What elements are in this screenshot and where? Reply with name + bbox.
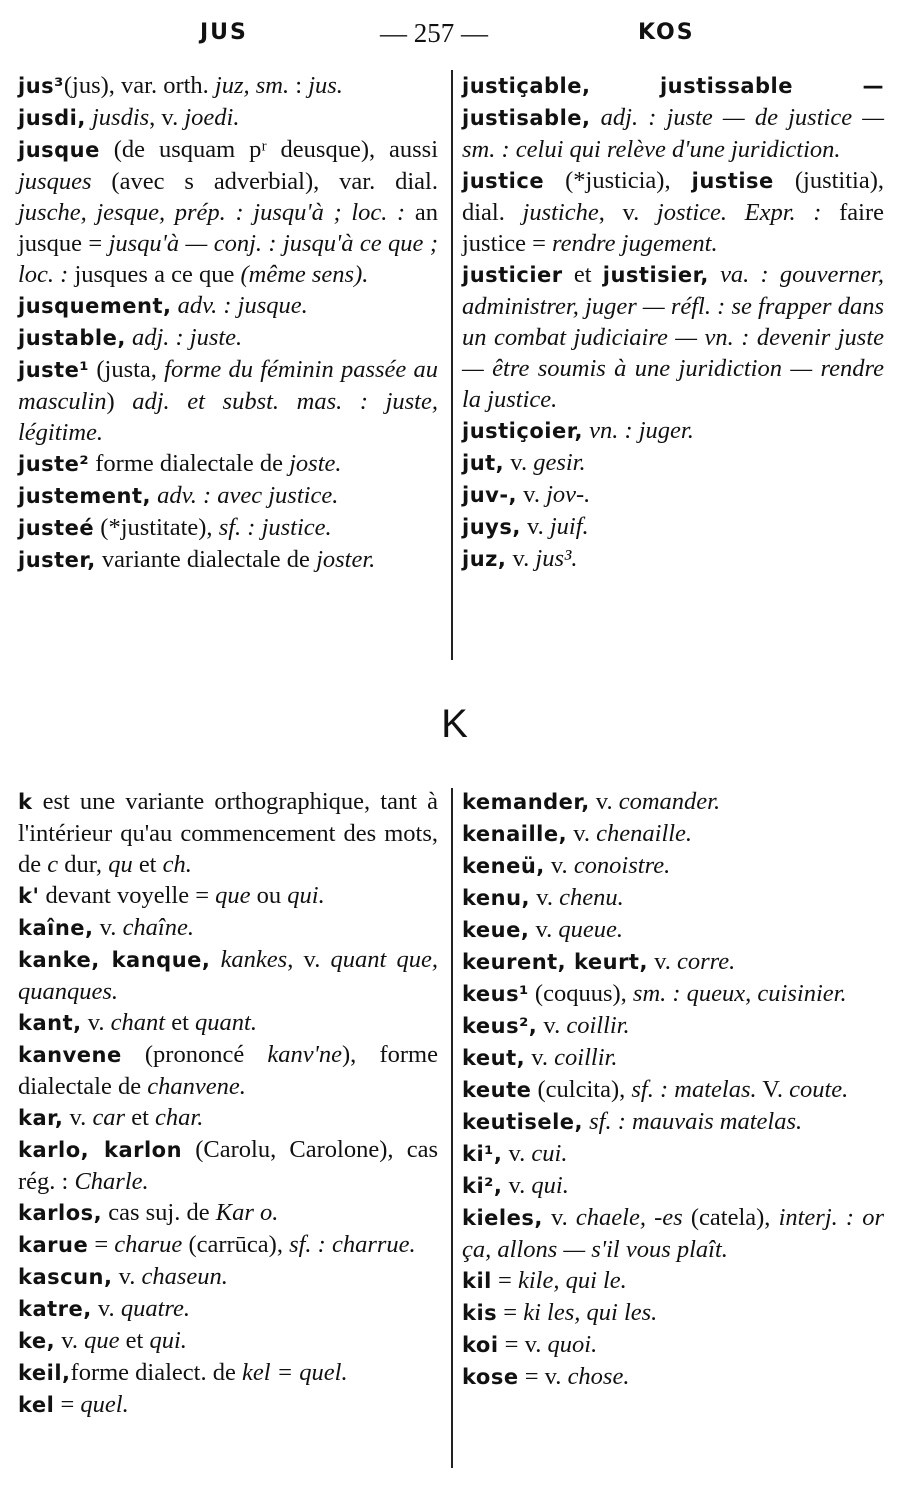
entry-text: et [125, 1104, 156, 1131]
entry-text: chenu. [559, 884, 624, 911]
dictionary-entry [18, 1134, 438, 1197]
headword: ke, [18, 1329, 56, 1353]
dictionary-entry [18, 912, 438, 944]
entry-text: est une variante orthographique, tant à l'intérieur qu'au commencement des mots, de [18, 788, 438, 878]
entry-text: v. [504, 449, 534, 476]
dictionary-entry [18, 1229, 438, 1261]
entry-text: chaseun. [141, 1263, 228, 1290]
headword: justeé [18, 516, 95, 540]
entry-text: chaele, -es [575, 1204, 683, 1231]
headword: karlos, [18, 1201, 103, 1225]
entry-text: char. [155, 1104, 204, 1131]
dictionary-entry [462, 914, 884, 946]
entry-text: coillir. [566, 1012, 630, 1039]
dictionary-entry [18, 1197, 438, 1229]
dictionary-entry [18, 1325, 438, 1357]
headword: koi [462, 1333, 499, 1357]
entry-text: rendre jugement. [552, 230, 718, 257]
entry-text: forme dialect. de [70, 1359, 242, 1386]
headword: keus², [462, 1014, 538, 1038]
entry-text: jusques [18, 168, 92, 195]
entry-text: c [47, 851, 59, 878]
headword: justiçable, justissable — justisable, [462, 74, 884, 130]
entry-text: (même sens). [240, 261, 369, 288]
entry-text: gesir. [533, 449, 586, 476]
headword: jus³ [18, 74, 64, 98]
entry-text: v. [537, 1012, 567, 1039]
entry-text: sm. : queux, cuisinier. [632, 980, 847, 1007]
entry-text: kankes [220, 946, 288, 973]
dictionary-entry [462, 978, 884, 1010]
dictionary-entry [462, 1170, 884, 1202]
headword: juster, [18, 548, 96, 572]
entry-text: qui. [287, 882, 325, 909]
headword: keue, [462, 918, 530, 942]
entry-text: et [132, 851, 163, 878]
entry-text: variante dialectale de [95, 546, 317, 573]
entry-text [210, 946, 220, 973]
entry-text: (coquus), [528, 980, 633, 1007]
entry-text: joster. [316, 546, 376, 573]
headword: k' [18, 884, 40, 908]
headword: juv-, [462, 483, 518, 507]
column-divider-top [451, 70, 453, 660]
entry-text: sf. : mauvais matelas. [589, 1108, 803, 1135]
entry-text: V. [756, 1076, 790, 1103]
entry-text: comander. [618, 788, 721, 815]
dictionary-entry [462, 850, 884, 882]
headword: juz, [462, 547, 507, 571]
headword: kanvene [18, 1043, 122, 1067]
entry-text: v. [502, 1140, 532, 1167]
entry-text: chaîne. [122, 914, 194, 941]
entry-text: (justa, [89, 356, 165, 383]
dictionary-entry [462, 1074, 884, 1106]
headword: kascun, [18, 1265, 113, 1289]
dictionary-entry [462, 165, 884, 259]
dictionary-entry [462, 1265, 884, 1297]
entry-text: v. [63, 1104, 93, 1131]
headword: justice [462, 169, 545, 193]
headword: kar, [18, 1106, 64, 1130]
dictionary-entry [18, 134, 438, 290]
headword: katre, [18, 1297, 92, 1321]
entry-text [709, 261, 720, 288]
dictionary-entry [18, 1357, 438, 1389]
entry-text: v. [93, 914, 123, 941]
dictionary-entry [18, 70, 438, 102]
entry-text: v. [647, 948, 677, 975]
entry-text: qu [108, 851, 133, 878]
dictionary-entry [462, 1106, 884, 1138]
entry-text: coute. [789, 1076, 849, 1103]
dictionary-entry [18, 786, 438, 880]
dictionary-entry [462, 1297, 884, 1329]
entry-text: jusdis [91, 104, 150, 131]
headword: justicier [462, 263, 563, 287]
entry-text: adv. : avec justice. [157, 482, 339, 509]
headword: jusquement, [18, 294, 172, 318]
column-bottom-left [18, 786, 438, 1421]
headword: kant, [18, 1011, 82, 1035]
entry-text: ki les, qui les. [523, 1299, 658, 1326]
dictionary-entry [18, 354, 438, 448]
entry-text: Charle. [74, 1168, 149, 1195]
entry-text: joedi. [184, 104, 240, 131]
entry-text: justiche [522, 199, 599, 226]
entry-text: cas suj. de [102, 1199, 216, 1226]
dictionary-entry [18, 1039, 438, 1102]
column-top-left [18, 70, 438, 576]
headword: kanke, kanque, [18, 948, 211, 972]
headword: keut, [462, 1046, 526, 1070]
entry-text: chanvene. [147, 1073, 246, 1100]
entry-text: jusques a ce que [68, 261, 241, 288]
entry-text: v. [525, 1044, 555, 1071]
entry-text: , v. [287, 946, 331, 973]
headword: kenu, [462, 886, 531, 910]
dictionary-entry [462, 447, 884, 479]
dictionary-entry [18, 1293, 438, 1325]
page-header [0, 18, 909, 52]
entry-text: queue. [558, 916, 623, 943]
headword: juys, [462, 515, 521, 539]
headword: ki¹, [462, 1142, 503, 1166]
entry-text: v. [529, 916, 559, 943]
entry-text: , v. [598, 199, 657, 226]
column-top-right [462, 70, 884, 575]
entry-text: adj. : juste — de justice — sm. : celui qui relève d'une juridiction. [462, 104, 884, 163]
dictionary-entry [18, 544, 438, 576]
dictionary-entry [18, 1007, 438, 1039]
dictionary-entry [462, 543, 884, 575]
entry-text: et [562, 261, 603, 288]
dictionary-entry [462, 1138, 884, 1170]
entry-text: qui. [149, 1327, 187, 1354]
dictionary-entry [462, 946, 884, 978]
entry-text: ou [250, 882, 288, 909]
dictionary-entry [462, 1329, 884, 1361]
entry-text: v. [112, 1263, 142, 1290]
headword: kis [462, 1301, 498, 1325]
entry-text: juif. [549, 513, 589, 540]
column-bottom-right [462, 786, 884, 1393]
entry-text: v. [520, 513, 550, 540]
entry-text: v. [530, 884, 560, 911]
dictionary-entry [18, 1389, 438, 1421]
entry-text: cui. [531, 1140, 568, 1167]
headword: keurent, keurt, [462, 950, 648, 974]
entry-text: an jusque = [18, 199, 439, 257]
entry-text: chenaille. [596, 820, 693, 847]
dictionary-entry [18, 322, 438, 354]
entry-text: jostice. Expr. : [656, 199, 822, 226]
dictionary-entry [18, 944, 438, 1007]
dictionary-entry [462, 259, 884, 415]
entry-text: v. [502, 1172, 532, 1199]
entry-text: = [497, 1299, 524, 1326]
headword: kemander, [462, 790, 590, 814]
entry-text: sf. : charrue. [289, 1231, 416, 1258]
headword: keute [462, 1078, 532, 1102]
dictionary-entry [462, 1042, 884, 1074]
entry-text: quatre. [120, 1295, 190, 1322]
entry-text: adj. : juste. [131, 324, 243, 351]
entry-text: (Carolu, Carolone), cas rég. : [18, 1136, 438, 1195]
entry-text: v. [81, 1009, 111, 1036]
entry-text: jov-. [546, 481, 591, 508]
headword: k [18, 790, 33, 814]
headword: juste² [18, 452, 90, 476]
dictionary-entry [18, 480, 438, 512]
entry-text: v. [506, 545, 536, 572]
entry-text: v. [544, 852, 574, 879]
entry-text: juz, sm. [214, 72, 290, 99]
dictionary-entry [462, 786, 884, 818]
entry-text: v. [542, 1204, 576, 1231]
section-letter: K [441, 702, 468, 746]
entry-text: = v. [518, 1363, 568, 1390]
dictionary-entry [18, 880, 438, 912]
entry-text: (jus), var. orth. [63, 72, 215, 99]
entry-text: que [84, 1327, 120, 1354]
entry-text: (avec s adverbial), var. dial. [91, 168, 438, 195]
entry-text: quant. [195, 1009, 257, 1036]
entry-text: quel. [80, 1391, 129, 1418]
entry-text: jusche, jesque, prép. : jusqu'à ; loc. : [18, 199, 406, 226]
dictionary-entry [18, 1261, 438, 1293]
entry-text: que [215, 882, 251, 909]
entry-text: chose. [567, 1363, 630, 1390]
entry-text: kel = quel. [241, 1359, 348, 1386]
entry-text: = [491, 1267, 518, 1294]
headword: keutisele, [462, 1110, 583, 1134]
entry-text: jus. [308, 72, 343, 99]
entry-text: sf. : matelas. [631, 1076, 757, 1103]
entry-text: (catela), [682, 1204, 779, 1231]
entry-text: adv. : jusque. [177, 292, 308, 319]
headword: keneü, [462, 854, 545, 878]
dictionary-entry [18, 290, 438, 322]
entry-text [591, 104, 601, 131]
entry-text: jus³. [535, 545, 578, 572]
entry-text: et [119, 1327, 150, 1354]
entry-text: Kar o. [215, 1199, 279, 1226]
headword: karue [18, 1233, 89, 1257]
entry-text: forme du féminin passée au masculin [18, 356, 438, 415]
dictionary-entry [462, 1010, 884, 1042]
entry-text: quant que, quanques. [18, 946, 439, 1005]
entry-text: (de usquam pʳ deusque), aussi [99, 136, 438, 163]
entry-text: joste. [289, 450, 342, 477]
dictionary-entry [462, 1361, 884, 1393]
headword: justisier, [602, 263, 709, 287]
headword: kose [462, 1365, 519, 1389]
entry-text: v. [55, 1327, 85, 1354]
entry-text: ), forme dialectale de [18, 1041, 438, 1100]
entry-text: = v. [498, 1331, 548, 1358]
entry-text: v. [91, 1295, 121, 1322]
running-head-right: KOS [638, 20, 695, 45]
entry-text: (*justicia), [544, 167, 692, 194]
entry-text: ch. [162, 851, 192, 878]
headword: kaîne, [18, 916, 94, 940]
entry-text: (culcita), [531, 1076, 632, 1103]
entry-text: interj. : or ça, allons — s'il vous plaît. [462, 1204, 885, 1263]
dictionary-entry [462, 1202, 884, 1265]
entry-text: kanv'ne [267, 1041, 343, 1068]
entry-text: faire justice = [462, 199, 884, 257]
dictionary-entry [462, 511, 884, 543]
headword: kenaille, [462, 822, 568, 846]
entry-text: chant [110, 1009, 166, 1036]
entry-text: (*justitate), [94, 514, 219, 541]
headword: kieles, [462, 1206, 543, 1230]
entry-text: coillir. [554, 1044, 618, 1071]
entry-text: v. [517, 481, 547, 508]
headword: jusdi, [18, 106, 86, 130]
entry-text: (justitia), dial. [462, 167, 884, 226]
running-head-left: JUS [200, 20, 248, 45]
dictionary-entry [462, 818, 884, 850]
entry-text: , v. [149, 104, 185, 131]
entry-text: sf. : justice. [218, 514, 332, 541]
entry-text: quoi. [547, 1331, 598, 1358]
entry-text: jusqu'à — conj. : jusqu'à ce que ; loc. : [18, 230, 438, 288]
dictionary-entry [18, 102, 438, 134]
headword: justiçoier, [462, 419, 583, 443]
entry-text: car [92, 1104, 126, 1131]
entry-text: = [54, 1391, 81, 1418]
headword: jut, [462, 451, 505, 475]
page-number: — 257 — [380, 18, 488, 48]
entry-text: v. [567, 820, 597, 847]
entry-text: charue [114, 1231, 183, 1258]
headword: keus¹ [462, 982, 529, 1006]
dictionary-entry [462, 882, 884, 914]
entry-text: dur, [58, 851, 109, 878]
headword: justise [691, 169, 774, 193]
entry-text: forme dialectale de [89, 450, 290, 477]
entry-text: (prononcé [121, 1041, 268, 1068]
entry-text: v. [589, 788, 619, 815]
dictionary-entry [18, 512, 438, 544]
dictionary-entry [18, 448, 438, 480]
entry-text: vn. : juger. [589, 417, 694, 444]
headword: kel [18, 1393, 55, 1417]
headword: karlo, karlon [18, 1138, 183, 1162]
entry-text: : [289, 72, 309, 99]
headword: justement, [18, 484, 152, 508]
dictionary-entry [18, 1102, 438, 1134]
headword: juste¹ [18, 358, 90, 382]
headword: justable, [18, 326, 126, 350]
entry-text: va. : gouverner, administrer, juger — réfl. : se frapper dans un combat judiciaire — vn. : devenir juste — être soumis à une juridiction — rendre la justice. [462, 261, 885, 413]
entry-text: = [88, 1231, 115, 1258]
entry-text: qui. [531, 1172, 569, 1199]
dictionary-entry [462, 415, 884, 447]
entry-text: devant voyelle = [39, 882, 216, 909]
entry-text: kile, qui le. [517, 1267, 627, 1294]
column-divider-bottom [451, 788, 453, 1468]
headword: keil, [18, 1361, 71, 1385]
dictionary-entry [462, 70, 884, 165]
dictionary-entry [462, 479, 884, 511]
entry-text: ) [106, 388, 133, 415]
entry-text: et [165, 1009, 196, 1036]
entry-text: adj. et subst. mas. : juste, légitime. [18, 388, 438, 446]
entry-text: conoistre. [573, 852, 671, 879]
entry-text: (carrūca), [182, 1231, 290, 1258]
headword: ki², [462, 1174, 503, 1198]
headword: jusque [18, 138, 100, 162]
entry-text: corre. [677, 948, 736, 975]
headword: kil [462, 1269, 492, 1293]
